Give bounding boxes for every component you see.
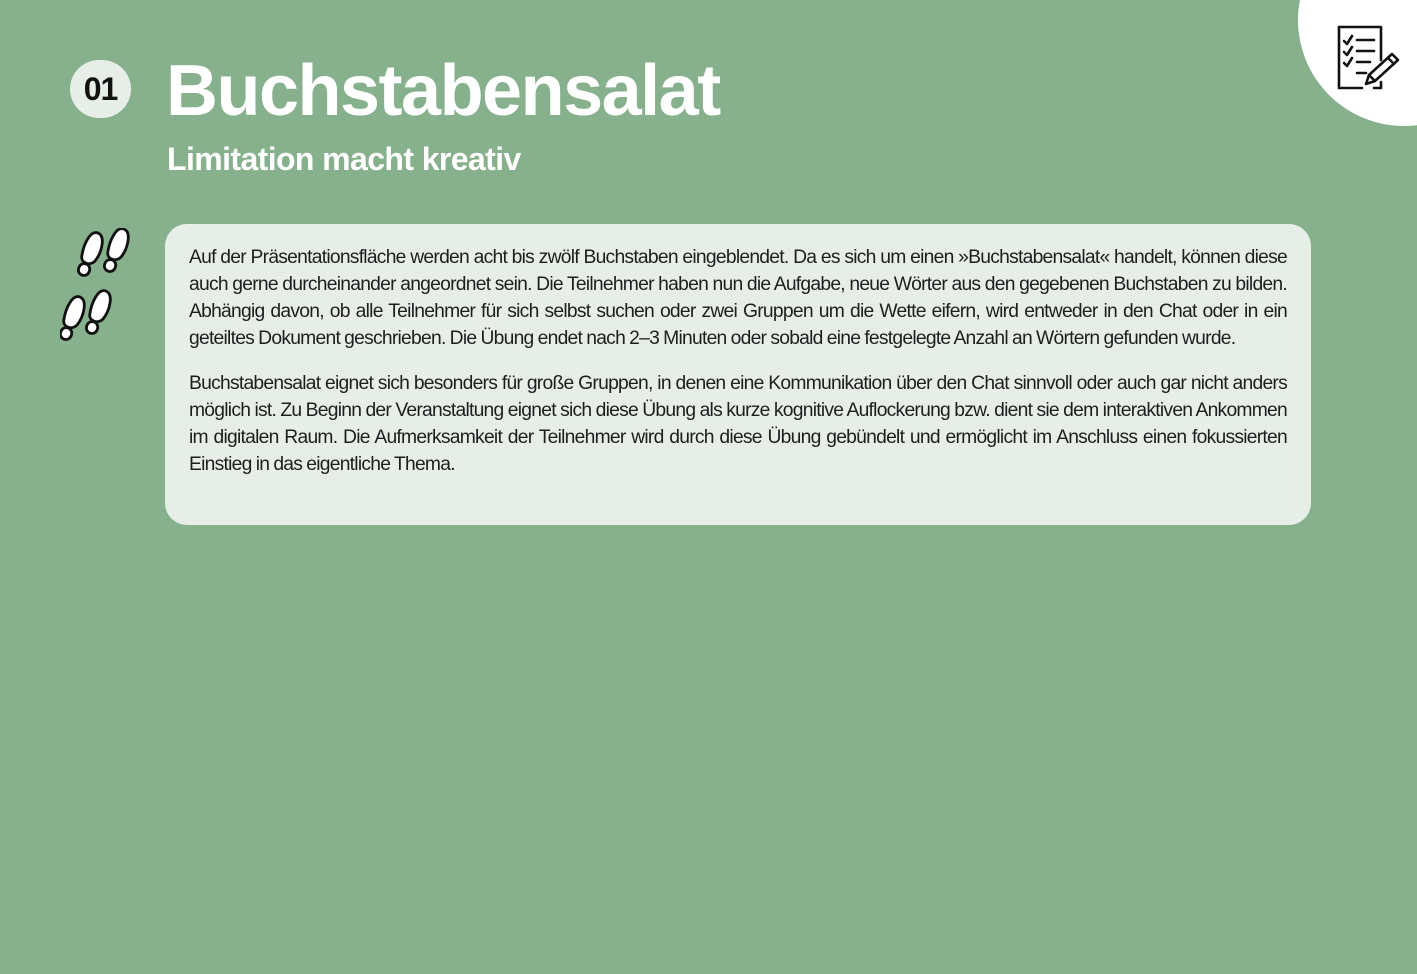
description-panel	[165, 224, 1311, 525]
footsteps-icon	[60, 228, 152, 356]
page-subtitle: Limitation macht kreativ	[167, 141, 521, 177]
checklist-pencil-icon	[1334, 24, 1402, 94]
exercise-number-badge: 01	[70, 60, 131, 118]
page-title: Buchstabensalat	[166, 51, 720, 131]
description-paragraph-1: Auf der Präsentationsfläche werden acht bis zwölf Buchstaben eingeblendet. Da es sich um einen »Buchstabensalat« handelt, können diese auch gerne durcheinander angeordnet sein. Die Teilnehmer haben nun die Aufgabe, neue Wörter aus den gegebenen Buchstaben zu bilden. Abhängig davon, ob alle Teilnehmer für sich selbst suchen oder zwei Gruppen um die Wette eifern, wird entweder in den Chat oder in ein geteiltes Dokument geschrieben. Die Übung endet nach 2–3 Minuten oder sobald eine festgelegte Anzahl an Wörtern gefunden wurde.	[189, 247, 1287, 349]
description-paragraph-2: Buchstabensalat eignet sich besonders für große Gruppen, in denen eine Kommunikation über den Chat sinnvoll oder auch gar nicht anders möglich ist. Zu Beginn der Veranstaltung eignet sich diese Übung als kurze kognitive Auflockerung bzw. dient sie dem interaktiven Ankommen im digitalen Raum. Die Aufmerksamkeit der Teilnehmer wird durch diese Übung gebündelt und ermöglicht im Anschluss einen fokussierten Einstieg in das eigentliche Thema.	[189, 373, 1287, 475]
